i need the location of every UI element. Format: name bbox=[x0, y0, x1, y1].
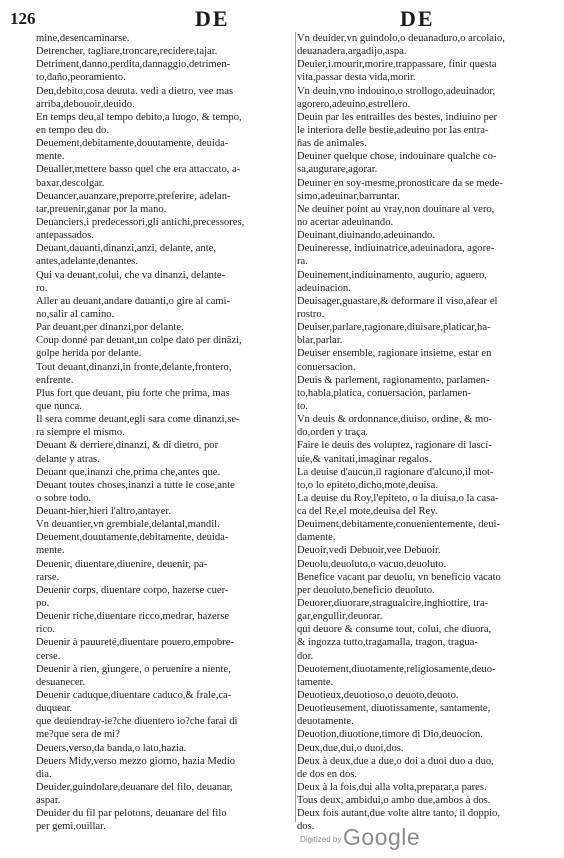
entry-line: Deuenir riche,diuentare ricco,medrar, hazerse bbox=[36, 611, 230, 623]
entry-line: tamente. bbox=[297, 676, 334, 688]
entry-line: sa,augurare,agorar. bbox=[297, 164, 378, 176]
entry-line: Deuotieusement, diuotissamente, santamente, bbox=[297, 703, 491, 715]
entry-line: mente. bbox=[36, 151, 65, 163]
entry-line: Tout deuant,dinanzi,in fronte,delante,frontero, bbox=[36, 361, 232, 373]
entry-line: o sobre todo. bbox=[36, 492, 92, 504]
entry-line: conuersacion. bbox=[297, 361, 356, 373]
entry-line: Deux fois autant,due volte altre tanto, il doppio, bbox=[297, 808, 500, 820]
running-headword-left: DE bbox=[195, 6, 230, 31]
entry-line: Detrencher, tagliare,troncare,recidere,tajar. bbox=[36, 46, 218, 58]
entry-line: ca del Re,el mote,deuisa del Rey. bbox=[297, 506, 438, 518]
page-header bbox=[0, 6, 564, 32]
entry-line: Tous deux, ambidui,o ambo due,ambos à dos. bbox=[297, 795, 491, 807]
entry-line: ro. bbox=[36, 282, 48, 294]
entry-line: dor. bbox=[297, 650, 314, 662]
entry-line: Deuenir corps, diuentare corpo, hazerse cuer- bbox=[36, 584, 229, 596]
entry-line: agorero,adeuino,estrellero. bbox=[297, 98, 411, 110]
entry-line: vita,passar desta vida,morir. bbox=[297, 72, 416, 84]
entry-line: de dos en dos. bbox=[297, 768, 358, 780]
entry-line: baxar,descolgar. bbox=[36, 177, 105, 189]
entry-line: deuotamente. bbox=[297, 716, 354, 728]
entry-line: Deuenir caduque,diuentare caduco,& frale,ca- bbox=[36, 690, 232, 702]
entry-line: rico. bbox=[36, 624, 56, 636]
entry-line: La deuise du Roy,l'epiteto, o la diuisa,o la casa- bbox=[297, 492, 499, 504]
entry-line: Deuement,debitamente,douutamente, deuida- bbox=[36, 138, 229, 150]
entry-line: qui deuore & consume tout, colui, che diuora, bbox=[297, 624, 492, 636]
entry-line: blar,parlar. bbox=[297, 335, 343, 347]
entry-line: ñas de animales. bbox=[297, 138, 367, 150]
entry-line: no,salir al camino. bbox=[36, 308, 115, 320]
entry-line: Deuant-hier,hieri l'altro,antayer. bbox=[36, 506, 172, 518]
entry-line: simo,adeuinar,barruntar. bbox=[297, 190, 400, 202]
right-column bbox=[297, 32, 559, 834]
entry-line: Deuotieux,deuotioso,o deuoto,deuoto. bbox=[297, 690, 459, 702]
entry-line: to. bbox=[297, 400, 308, 412]
entry-line: adeuinacion. bbox=[297, 282, 351, 294]
entry-line: no acertar adeuinando. bbox=[297, 216, 394, 228]
entry-line: to,o lo epiteto,dicho,mote,deuisa. bbox=[297, 479, 438, 491]
entry-line: po. bbox=[36, 598, 50, 610]
entry-line: Deuement,douutamente,debitamente, deuida- bbox=[36, 532, 229, 544]
entry-line: arriba,debouoir,deuido. bbox=[36, 98, 135, 110]
entry-line: Deuin par les entrailles des bestes, indiuino per bbox=[297, 111, 498, 123]
entry-line: Deuiner en soy-mesme,pronosticare da se mede- bbox=[297, 177, 503, 189]
entry-line: rarse. bbox=[36, 571, 60, 583]
entry-line: Vn deuider,vn guindolo,o deuanaduro,o arcolaio, bbox=[297, 33, 505, 44]
entry-line: gar,engullir,deuorar. bbox=[297, 611, 383, 623]
entry-line: que deuiendray-ie?che diuentero io?che farai di bbox=[36, 716, 238, 728]
entry-line: Deuiser ensemble, ragionare insieme, estar en bbox=[297, 348, 492, 360]
entry-line: Qui va deuant,colui, che va dinanzi, delante- bbox=[36, 269, 226, 281]
entry-line: Deuolu,deuoluto,o vacuo,deuoluto. bbox=[297, 558, 447, 570]
entry-line: Deuis & parlement, ragionamento, parlamen- bbox=[297, 374, 490, 386]
entry-line: Deuant,dauanti,dinanzi,anzi, delante, ante, bbox=[36, 243, 217, 255]
google-logo: Google bbox=[343, 824, 421, 850]
entry-line: Par deuant,per dinanzi,por delante. bbox=[36, 322, 184, 334]
entry-line: Plus fort que deuant, piu forte che prima, mas bbox=[36, 387, 230, 399]
entry-line: per deuoluto,beneficio deuoluto. bbox=[297, 584, 435, 596]
entry-line: Deuant que,inanzi che,prima che,antes que. bbox=[36, 466, 221, 478]
entry-line: en tempo deu do. bbox=[36, 124, 109, 136]
entry-line: Deuiment,debitamente,conuenientemente, deui- bbox=[297, 519, 500, 531]
entry-line: Benefice vacant par deuolu, vn beneficio vacato bbox=[297, 571, 501, 583]
page-number: 126 bbox=[10, 9, 36, 28]
entry-line: Deuisager,guastare,& deformare il viso,afear el bbox=[297, 295, 498, 307]
entry-line: Deuotement,diuotamente,religiosamente,deuo- bbox=[297, 663, 496, 675]
column-divider bbox=[295, 32, 296, 822]
entry-line: antes,adelante,denantes. bbox=[36, 256, 139, 268]
entry-line: damente. bbox=[297, 532, 336, 544]
entry-line: que nunca. bbox=[36, 400, 82, 412]
entry-line: Deux à la fois,dui alla volta,preparar,a pares. bbox=[297, 782, 487, 794]
entry-line: rostro. bbox=[297, 308, 325, 320]
entry-line: Deuanciers,i predecessori,gli antichi,precessores, bbox=[36, 216, 245, 228]
running-headword-right: DE bbox=[400, 6, 435, 31]
entry-line: Deux à deux,due a due,o doi a duoi duo a duo, bbox=[297, 755, 494, 767]
entry-line: to,habla,platica, conuersacion, parlamen- bbox=[297, 387, 472, 399]
entry-line: Vn deuantier,vn grembiale,delantal,mandil. bbox=[36, 519, 220, 531]
entry-line: Deuant & derriere,dinanzi, & di dietro, por bbox=[36, 440, 219, 452]
entry-line: cerse. bbox=[36, 650, 61, 662]
entry-line: tar,preuenir,ganar por la mano. bbox=[36, 203, 167, 215]
entry-line: Deuider,guindolare,deuanare del filo, deuanar, bbox=[36, 782, 233, 794]
entry-line: Faire le deuis des voluptez, ragionare di lascí- bbox=[297, 440, 492, 452]
entry-line: Deuenir à rien, giungere, o peruenire a niente, bbox=[36, 663, 231, 675]
entry-line: duquear. bbox=[36, 703, 73, 715]
entry-line: antepassados. bbox=[36, 230, 94, 242]
entry-line: Ne deuiner point au vray,non douinare al vero, bbox=[297, 203, 495, 215]
entry-line: per gemi,ouillar. bbox=[36, 821, 106, 833]
entry-line: Deuinement,indiuinamento, augurio, aguero, bbox=[297, 269, 488, 281]
entry-line: Deuancer,auanzare,preporre,preferire, adelan- bbox=[36, 190, 231, 202]
entry-line: mine,desencaminarse. bbox=[36, 33, 130, 44]
entry-line: ra siempre el mismo. bbox=[36, 427, 125, 439]
entry-line: uie,& vanitati,imaginar regalos. bbox=[297, 453, 432, 465]
entry-line: & ingozza tutto,tragamalla, tragon, tragua- bbox=[297, 637, 478, 649]
entry-line: Deuier,i.mourir,morire,trappassare, finir questa bbox=[297, 59, 497, 71]
entry-line: ra. bbox=[297, 256, 308, 268]
entry-line: Deuiner quelque chose, indouinare qualche co- bbox=[297, 151, 497, 163]
entry-line: desuanecer. bbox=[36, 676, 86, 688]
left-column bbox=[36, 32, 294, 834]
entry-line: to,daño,peoramiento. bbox=[36, 72, 126, 84]
entry-line: Deu,debito,cosa deuuta. vedi a dietro, vee mas bbox=[36, 85, 234, 97]
entry-line: Deuiser,parlare,ragionare,diuisare,platicar,ha- bbox=[297, 322, 491, 334]
entry-line: En temps deu,al tempo debito,a luogo, & tempo, bbox=[36, 111, 242, 123]
entry-line: Il sera comme deuant,egli sara come dinanzi,se- bbox=[36, 414, 240, 426]
footer-watermark bbox=[0, 820, 564, 858]
entry-line: enfrente. bbox=[36, 374, 74, 386]
entry-line: Deuotion,diuotione,timore di Dio,deuocion. bbox=[297, 729, 483, 741]
digitized-by-label: Digitized by bbox=[300, 835, 342, 844]
entry-line: dos. bbox=[297, 821, 315, 833]
entry-line: delante y atras. bbox=[36, 453, 100, 465]
entry-line: La deuise d'aucun,il ragionare d'alcuno,il mot- bbox=[297, 466, 494, 478]
entry-line: golpe herida por delante. bbox=[36, 348, 142, 360]
entry-line: Deuant toutes choses,inanzi a tutte le cose,ante bbox=[36, 479, 235, 491]
entry-line: Deualler,mettere basso quel che era attaccato, a- bbox=[36, 164, 241, 176]
entry-line: Deuenir à pauureté,diuentare pouero,empobre- bbox=[36, 637, 234, 649]
entry-line: Deuorer,diuorare,stragualcire,inghiottire, tra- bbox=[297, 598, 489, 610]
entry-line: Aller au deuant,andare dauanti,o gire al cami- bbox=[36, 295, 231, 307]
entry-line: Deux,due,dui,o duoi,dos. bbox=[297, 742, 404, 754]
entry-line: deuanadera,argadijo,aspa. bbox=[297, 46, 407, 58]
entry-line: Detriment,danno,perdita,dannaggio,detrimen- bbox=[36, 59, 231, 71]
entry-line: Deuers Midy,verso mezzo giorno, hazia Medio bbox=[36, 755, 236, 767]
entry-line: Vn deuin,vno indouino,o strollogo,adeuinador, bbox=[297, 85, 496, 97]
entry-line: Coup donné par deuant,un colpe dato per dinãzi, bbox=[36, 335, 242, 347]
entry-line: do,orden y traça. bbox=[297, 427, 369, 439]
entry-line: Vn deuis & ordonnance,diuiso, ordine, & mo- bbox=[297, 414, 493, 426]
entry-line: Deuers,verso,da banda,o lato,hazia. bbox=[36, 742, 187, 754]
entry-line: le interiora delle bestie,adeuino por las entra- bbox=[297, 124, 489, 136]
entry-line: mente. bbox=[36, 545, 65, 557]
entry-line: dia. bbox=[36, 768, 52, 780]
entry-line: Deuider du fil par pelotons, deuanare del filo bbox=[36, 808, 227, 820]
entry-line: me?que sera de mi? bbox=[36, 729, 120, 741]
entry-line: Deuinant,diuinando,adeuinando. bbox=[297, 230, 435, 242]
entry-line: Deuoir,vedi Debuoir,vee Debuoir. bbox=[297, 545, 441, 557]
entry-line: Deuineresse, indiuinatrice,adeuinadora, agore- bbox=[297, 243, 495, 255]
entry-line: Deuenir, diuentare,diuenire, deuenir, pa- bbox=[36, 558, 208, 570]
entry-line: aspar. bbox=[36, 795, 61, 807]
